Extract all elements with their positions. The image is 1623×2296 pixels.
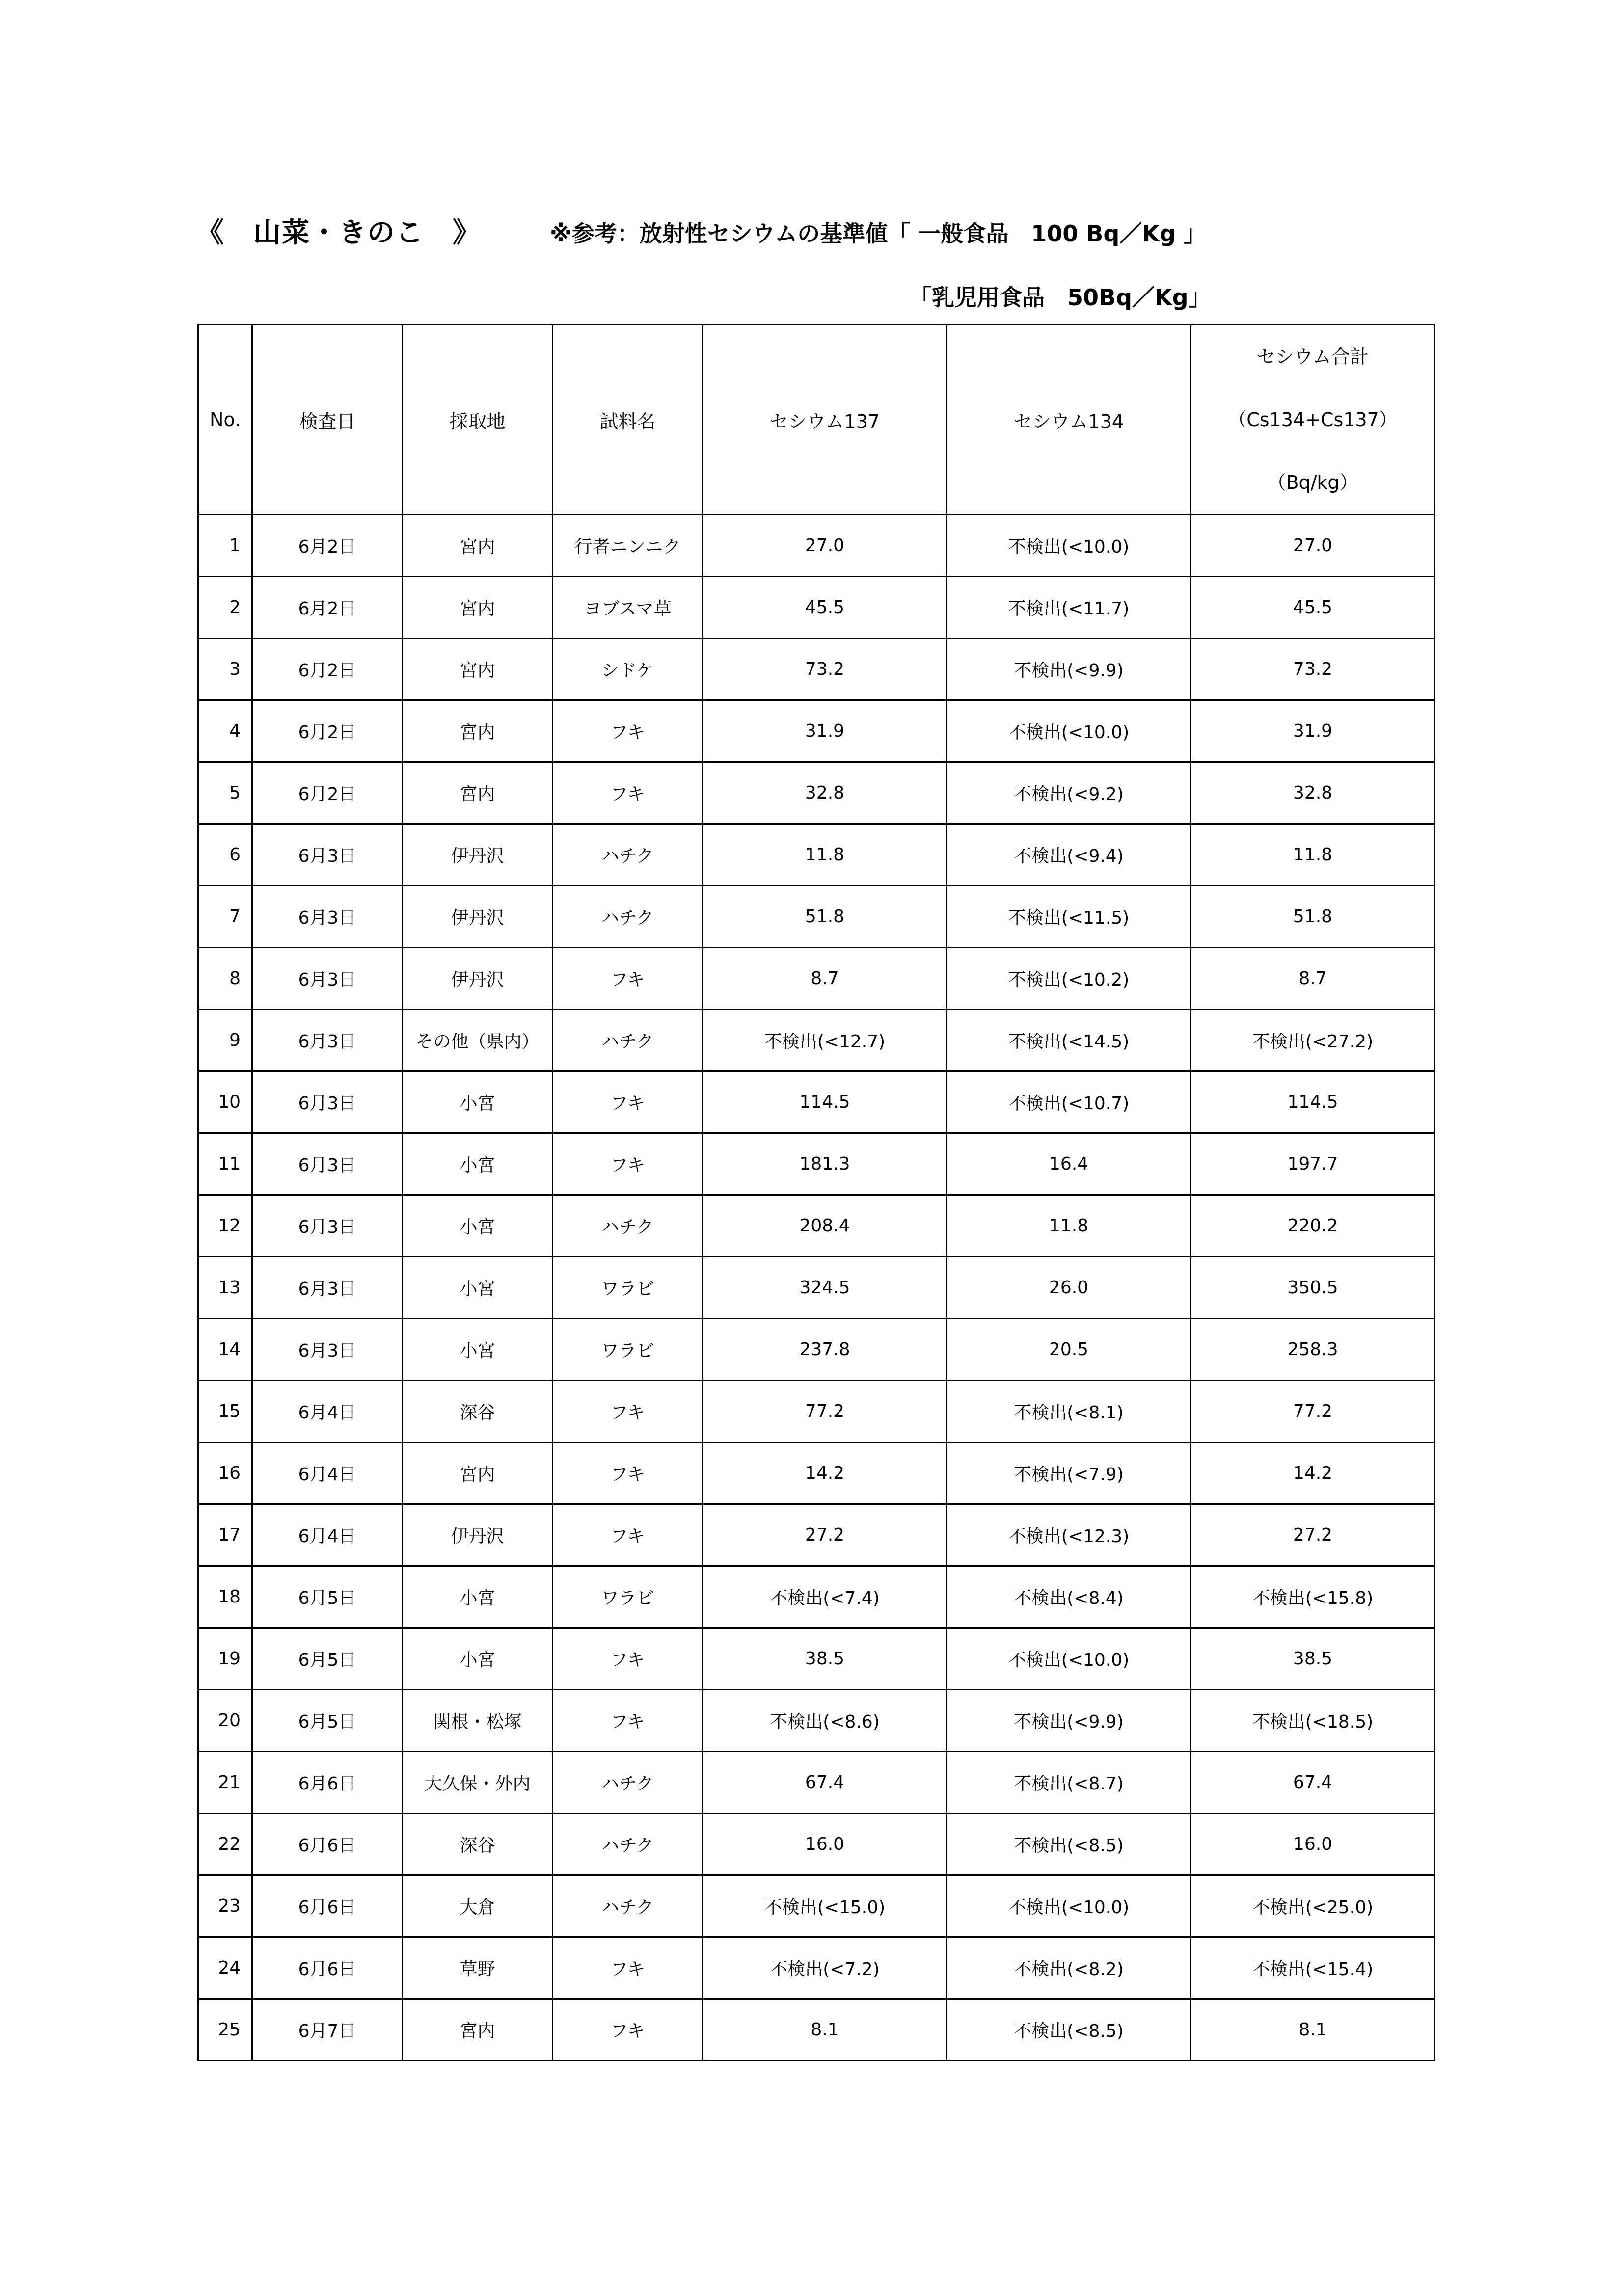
cell-date: 6月4日 (252, 1442, 403, 1504)
cell-sample: フキ (553, 948, 703, 1010)
cell-date: 6月3日 (252, 1010, 403, 1071)
cell-location: 小宮 (403, 1628, 553, 1690)
table-row (198, 577, 1435, 639)
cell-no: 2 (198, 577, 252, 639)
cell-no: 14 (198, 1319, 252, 1381)
results-table (197, 324, 1435, 2061)
cell-location: 小宮 (403, 1133, 553, 1195)
table-row (198, 1442, 1435, 1504)
cell-cs134: 11.8 (947, 1195, 1191, 1257)
cell-total: 77.2 (1191, 1381, 1435, 1442)
table-row (198, 515, 1435, 577)
cell-no: 16 (198, 1442, 252, 1504)
cell-cs134: 不検出(<14.5) (947, 1010, 1191, 1071)
cell-location: 関根・松塚 (403, 1690, 553, 1752)
cell-total: 8.1 (1191, 1999, 1435, 2061)
cell-cs134: 不検出(<9.2) (947, 762, 1191, 824)
cell-location: 伊丹沢 (403, 886, 553, 948)
cell-no: 6 (198, 824, 252, 886)
cell-cs137: 73.2 (703, 639, 947, 700)
cell-cs134: 不検出(<10.0) (947, 1628, 1191, 1690)
table-row (198, 1195, 1435, 1257)
cell-cs134: 不検出(<9.4) (947, 824, 1191, 886)
cell-cs137: 不検出(<12.7) (703, 1010, 947, 1071)
table-row (198, 1257, 1435, 1319)
cell-location: 宮内 (403, 639, 553, 700)
cell-cs134: 不検出(<10.0) (947, 1875, 1191, 1937)
cell-date: 6月6日 (252, 1937, 403, 1999)
table-row (198, 1937, 1435, 1999)
cell-cs134: 不検出(<8.7) (947, 1752, 1191, 1814)
cell-no: 1 (198, 515, 252, 577)
cell-date: 6月3日 (252, 1133, 403, 1195)
table-row (198, 1504, 1435, 1566)
cell-date: 6月7日 (252, 1999, 403, 2061)
cell-date: 6月2日 (252, 577, 403, 639)
cell-sample: フキ (553, 1442, 703, 1504)
table-row (198, 1875, 1435, 1937)
cell-no: 9 (198, 1010, 252, 1071)
cell-date: 6月2日 (252, 515, 403, 577)
table-row (198, 948, 1435, 1010)
reference-standard-general: ※参考：放射性セシウムの基準値「 一般食品 100 Bq／Kg 」 (550, 220, 1206, 247)
cell-total: 不検出(<25.0) (1191, 1875, 1435, 1937)
cell-date: 6月3日 (252, 1195, 403, 1257)
cell-sample: ワラビ (553, 1319, 703, 1381)
table-row (198, 1010, 1435, 1071)
cell-cs134: 不検出(<12.3) (947, 1504, 1191, 1566)
cell-location: 宮内 (403, 700, 553, 762)
cell-location: 小宮 (403, 1257, 553, 1319)
cell-cs134: 不検出(<8.2) (947, 1937, 1191, 1999)
cell-total: 27.0 (1191, 515, 1435, 577)
cell-location: その他（県内） (403, 1010, 553, 1071)
cell-sample: ハチク (553, 1875, 703, 1937)
cell-cs134: 不検出(<10.7) (947, 1071, 1191, 1133)
cell-total: 11.8 (1191, 824, 1435, 886)
reference-standard-infant: 「乳児用食品 50Bq／Kg」 (909, 284, 1211, 311)
col-header-total-line3: （Bq/kg） (1267, 472, 1358, 493)
cell-no: 3 (198, 639, 252, 700)
table-row (198, 1071, 1435, 1133)
cell-date: 6月2日 (252, 639, 403, 700)
cell-cs137: 不検出(<8.6) (703, 1690, 947, 1752)
cell-location: 宮内 (403, 762, 553, 824)
cell-date: 6月3日 (252, 1257, 403, 1319)
cell-total: 8.7 (1191, 948, 1435, 1010)
cell-sample: ハチク (553, 1814, 703, 1875)
cell-location: 大久保・外内 (403, 1752, 553, 1814)
cell-sample: フキ (553, 1071, 703, 1133)
cell-total: 31.9 (1191, 700, 1435, 762)
cell-sample: ハチク (553, 824, 703, 886)
cell-location: 宮内 (403, 1442, 553, 1504)
table-header-row (198, 325, 1435, 515)
cell-location: 宮内 (403, 515, 553, 577)
cell-cs137: 67.4 (703, 1752, 947, 1814)
cell-cs137: 38.5 (703, 1628, 947, 1690)
cell-sample: フキ (553, 1999, 703, 2061)
cell-total: 不検出(<27.2) (1191, 1010, 1435, 1071)
cell-cs137: 181.3 (703, 1133, 947, 1195)
col-header-location: 採取地 (403, 325, 553, 515)
cell-total: 220.2 (1191, 1195, 1435, 1257)
table-row (198, 1628, 1435, 1690)
cell-no: 25 (198, 1999, 252, 2061)
cell-cs137: 14.2 (703, 1442, 947, 1504)
cell-location: 草野 (403, 1937, 553, 1999)
col-header-no: No. (198, 325, 252, 515)
cell-date: 6月6日 (252, 1875, 403, 1937)
cell-cs134: 不検出(<10.0) (947, 515, 1191, 577)
cell-sample: ハチク (553, 1195, 703, 1257)
cell-cs134: 不検出(<11.5) (947, 886, 1191, 948)
cell-no: 12 (198, 1195, 252, 1257)
results-table-body (198, 325, 1435, 2061)
col-header-total-line2: （Cs134+Cs137） (1228, 409, 1398, 430)
cell-date: 6月5日 (252, 1690, 403, 1752)
cell-no: 24 (198, 1937, 252, 1999)
cell-date: 6月2日 (252, 762, 403, 824)
cell-total: 27.2 (1191, 1504, 1435, 1566)
cell-no: 15 (198, 1381, 252, 1442)
cell-total: 不検出(<15.4) (1191, 1937, 1435, 1999)
cell-location: 小宮 (403, 1195, 553, 1257)
cell-cs137: 324.5 (703, 1257, 947, 1319)
page-title: 《 山菜・きのこ 》 (196, 217, 481, 249)
cell-no: 17 (198, 1504, 252, 1566)
cell-location: 伊丹沢 (403, 948, 553, 1010)
cell-total: 197.7 (1191, 1133, 1435, 1195)
cell-cs137: 16.0 (703, 1814, 947, 1875)
cell-location: 宮内 (403, 1999, 553, 2061)
cell-cs134: 20.5 (947, 1319, 1191, 1381)
cell-cs134: 26.0 (947, 1257, 1191, 1319)
cell-total: 16.0 (1191, 1814, 1435, 1875)
cell-cs137: 31.9 (703, 700, 947, 762)
cell-total: 350.5 (1191, 1257, 1435, 1319)
cell-date: 6月3日 (252, 1319, 403, 1381)
cell-no: 20 (198, 1690, 252, 1752)
cell-total: 114.5 (1191, 1071, 1435, 1133)
cell-no: 4 (198, 700, 252, 762)
cell-cs134: 不検出(<8.5) (947, 1999, 1191, 2061)
table-row (198, 1690, 1435, 1752)
cell-cs134: 不検出(<8.5) (947, 1814, 1191, 1875)
cell-no: 10 (198, 1071, 252, 1133)
cell-location: 小宮 (403, 1071, 553, 1133)
cell-sample: フキ (553, 1381, 703, 1442)
cell-total: 51.8 (1191, 886, 1435, 948)
cell-total: 32.8 (1191, 762, 1435, 824)
cell-location: 深谷 (403, 1814, 553, 1875)
cell-date: 6月6日 (252, 1814, 403, 1875)
cell-location: 小宮 (403, 1566, 553, 1628)
cell-sample: フキ (553, 1504, 703, 1566)
cell-cs134: 16.4 (947, 1133, 1191, 1195)
cell-cs134: 不検出(<8.4) (947, 1566, 1191, 1628)
cell-date: 6月6日 (252, 1752, 403, 1814)
table-row (198, 1381, 1435, 1442)
cell-no: 11 (198, 1133, 252, 1195)
cell-location: 大倉 (403, 1875, 553, 1937)
cell-date: 6月5日 (252, 1628, 403, 1690)
cell-cs137: 32.8 (703, 762, 947, 824)
cell-location: 深谷 (403, 1381, 553, 1442)
table-row (198, 1814, 1435, 1875)
table-row (198, 1999, 1435, 2061)
cell-cs137: 237.8 (703, 1319, 947, 1381)
cell-date: 6月3日 (252, 886, 403, 948)
cell-cs137: 不検出(<15.0) (703, 1875, 947, 1937)
cell-cs134: 不検出(<10.2) (947, 948, 1191, 1010)
cell-no: 23 (198, 1875, 252, 1937)
cell-total: 不検出(<18.5) (1191, 1690, 1435, 1752)
cell-sample: ハチク (553, 886, 703, 948)
cell-cs137: 不検出(<7.4) (703, 1566, 947, 1628)
cell-cs137: 8.1 (703, 1999, 947, 2061)
table-row (198, 700, 1435, 762)
cell-date: 6月3日 (252, 824, 403, 886)
cell-cs134: 不検出(<10.0) (947, 700, 1191, 762)
col-header-total (1191, 325, 1435, 515)
cell-no: 18 (198, 1566, 252, 1628)
cell-cs134: 不検出(<9.9) (947, 639, 1191, 700)
cell-total: 67.4 (1191, 1752, 1435, 1814)
cell-total: 73.2 (1191, 639, 1435, 700)
cell-location: 宮内 (403, 577, 553, 639)
cell-sample: ヨブスマ草 (553, 577, 703, 639)
cell-sample: フキ (553, 1133, 703, 1195)
cell-cs134: 不検出(<7.9) (947, 1442, 1191, 1504)
cell-cs137: 45.5 (703, 577, 947, 639)
cell-cs134: 不検出(<8.1) (947, 1381, 1191, 1442)
cell-sample: ワラビ (553, 1566, 703, 1628)
cell-location: 伊丹沢 (403, 824, 553, 886)
cell-sample: ハチク (553, 1010, 703, 1071)
cell-total: 258.3 (1191, 1319, 1435, 1381)
cell-cs137: 27.2 (703, 1504, 947, 1566)
table-row (198, 1752, 1435, 1814)
cell-cs137: 27.0 (703, 515, 947, 577)
col-header-sample: 試料名 (553, 325, 703, 515)
col-header-cs134: セシウム134 (947, 325, 1191, 515)
cell-sample: フキ (553, 1628, 703, 1690)
cell-cs137: 8.7 (703, 948, 947, 1010)
cell-total: 45.5 (1191, 577, 1435, 639)
cell-no: 13 (198, 1257, 252, 1319)
table-row (198, 639, 1435, 700)
cell-no: 5 (198, 762, 252, 824)
cell-sample: ワラビ (553, 1257, 703, 1319)
cell-location: 伊丹沢 (403, 1504, 553, 1566)
cell-date: 6月5日 (252, 1566, 403, 1628)
cell-no: 7 (198, 886, 252, 948)
col-header-total-line1: セシウム合計 (1257, 346, 1369, 368)
cell-cs137: 114.5 (703, 1071, 947, 1133)
cell-cs137: 51.8 (703, 886, 947, 948)
cell-total: 38.5 (1191, 1628, 1435, 1690)
cell-cs137: 不検出(<7.2) (703, 1937, 947, 1999)
cell-cs137: 11.8 (703, 824, 947, 886)
table-row (198, 762, 1435, 824)
cell-sample: フキ (553, 700, 703, 762)
cell-location: 小宮 (403, 1319, 553, 1381)
cell-no: 8 (198, 948, 252, 1010)
cell-date: 6月3日 (252, 948, 403, 1010)
table-row (198, 1133, 1435, 1195)
cell-cs137: 208.4 (703, 1195, 947, 1257)
cell-total: 不検出(<15.8) (1191, 1566, 1435, 1628)
cell-no: 21 (198, 1752, 252, 1814)
table-row (198, 1319, 1435, 1381)
cell-sample: フキ (553, 1690, 703, 1752)
table-row (198, 824, 1435, 886)
cell-cs134: 不検出(<11.7) (947, 577, 1191, 639)
cell-cs137: 77.2 (703, 1381, 947, 1442)
cell-sample: フキ (553, 1937, 703, 1999)
col-header-cs137: セシウム137 (703, 325, 947, 515)
table-row (198, 886, 1435, 948)
table-row (198, 1566, 1435, 1628)
cell-sample: シドケ (553, 639, 703, 700)
cell-date: 6月4日 (252, 1381, 403, 1442)
cell-sample: ハチク (553, 1752, 703, 1814)
cell-date: 6月3日 (252, 1071, 403, 1133)
cell-cs134: 不検出(<9.9) (947, 1690, 1191, 1752)
cell-date: 6月2日 (252, 700, 403, 762)
col-header-date: 検査日 (252, 325, 403, 515)
cell-sample: フキ (553, 762, 703, 824)
cell-date: 6月4日 (252, 1504, 403, 1566)
cell-total: 14.2 (1191, 1442, 1435, 1504)
cell-no: 22 (198, 1814, 252, 1875)
cell-sample: 行者ニンニク (553, 515, 703, 577)
cell-no: 19 (198, 1628, 252, 1690)
